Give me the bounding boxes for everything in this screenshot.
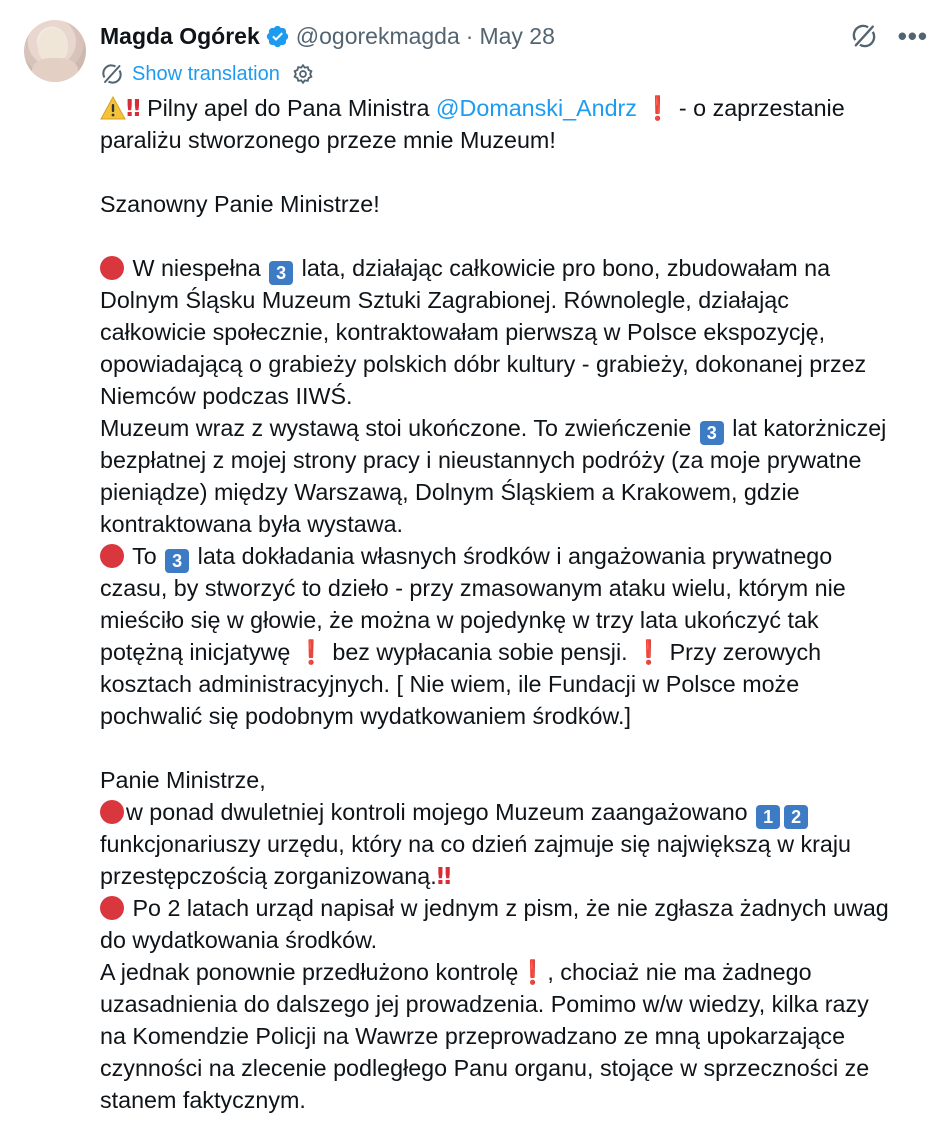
text-segment: przestępczością zorganizowaną.	[100, 863, 437, 889]
double-exclamation-icon: ‼	[126, 95, 141, 122]
tweet-line: czynności na zlecenie podległego Panu organu, stojące w sprzeczności ze	[100, 1055, 870, 1081]
double-exclamation-icon: ‼	[436, 863, 452, 890]
tweet-line: funkcjonariuszy urzędu, który na co dzień zajmuje się największą w kraju	[100, 831, 852, 857]
tweet-line	[100, 956, 940, 988]
tweet-line	[100, 92, 940, 124]
tweet-line: Szanowny Panie Ministrze!	[100, 191, 380, 217]
keycap-3-icon: 3	[165, 549, 189, 573]
show-translation-label[interactable]: Show translation	[132, 62, 280, 85]
text-segment: Pilny apel do Pana Ministra	[147, 95, 430, 121]
exclamation-icon: ❗	[634, 639, 664, 666]
tweet-line: kontraktowana była wystawa.	[100, 511, 404, 537]
tweet-date[interactable]: May 28	[479, 22, 555, 49]
tweet-line: całkowicie społecznie, kontraktowałam pierwszą w Polsce ekspozycję,	[100, 319, 826, 345]
text-segment: - o zaprzestanie	[678, 95, 845, 121]
red-circle-icon	[100, 896, 124, 920]
text-segment: lata dokładania własnych środków i angażowania prywatnego	[197, 543, 833, 569]
text-segment: lata, działając całkowicie pro bono, zbudowałam na	[301, 255, 831, 281]
tweet-line: na Komendzie Policji na Wawrze przeprowadzano ze mną upokarzające	[100, 1023, 846, 1049]
text-segment: A jednak ponownie przedłużono kontrolę	[100, 959, 519, 985]
keycap-2-icon: 2	[784, 805, 808, 829]
gear-icon[interactable]	[292, 63, 314, 85]
red-circle-icon	[100, 544, 124, 568]
tweet-line: pieniądze) między Warszawą, Dolnym Śląskiem a Krakowem, gdzie	[100, 479, 800, 505]
separator-dot: ·	[465, 22, 474, 49]
text-segment: Muzeum wraz z wystawą stoi ukończone. To zwieńczenie	[100, 415, 692, 441]
tweet-line: do wydatkowania środków.	[100, 927, 378, 953]
tweet-line	[100, 796, 940, 828]
translate-icon	[100, 62, 124, 86]
avatar-hair	[38, 28, 68, 62]
exclamation-icon: ❗	[518, 959, 548, 986]
more-icon[interactable]: •••	[897, 21, 928, 51]
tweet-line	[100, 412, 940, 444]
tweet-line: opowiadającą o grabieży polskich dóbr kultury - grabieży, dokonanej przez	[100, 351, 867, 377]
exclamation-icon: ❗	[643, 95, 673, 122]
text-segment: Po 2 latach urząd napisał w jednym z pism, że nie zgłasza żadnych uwag	[132, 895, 889, 921]
tweet-line	[100, 860, 940, 892]
text-segment: potężną inicjatywę	[100, 639, 291, 665]
tweet-line	[100, 540, 940, 572]
tweet-line: uzasadnienia do dalszego jej prowadzenia. Pomimo w/w wiedzy, kilka razy	[100, 991, 869, 1017]
verified-badge-icon[interactable]	[265, 24, 290, 49]
red-circle-icon	[100, 256, 124, 280]
keycap-3-icon: 3	[700, 421, 724, 445]
tweet-line: bezpłatnej z mojej strony pracy i nieustannych podróży (za moje prywatne	[100, 447, 862, 473]
show-translation[interactable]	[100, 60, 314, 88]
tweet-line: Niemców podczas IIWŚ.	[100, 383, 353, 409]
keycap-3-icon: 3	[269, 261, 293, 285]
tweet-line: stanem faktycznym.	[100, 1087, 306, 1113]
tweet-line: Panie Ministrze,	[100, 767, 266, 793]
tweet-line: pochwalić się podobnym wydatkowaniem środków.]	[100, 703, 631, 729]
tweet-line: Dolnym Śląsku Muzeum Sztuki Zagrabionej. Równolegle, działając	[100, 287, 789, 313]
tweet-line: paraliżu stworzonego przeze mnie Muzeum!	[100, 127, 556, 153]
grok-icon[interactable]	[850, 22, 878, 50]
author-handle[interactable]: @ogorekmagda	[295, 22, 460, 49]
text-segment: lat katorżniczej	[732, 415, 887, 441]
tweet-line	[100, 636, 940, 668]
tweet-line: mieściło się w głowie, że można w pojedynkę w trzy lata ukończyć tak	[100, 607, 819, 633]
avatar-figure	[32, 58, 78, 82]
warning-icon	[100, 96, 126, 120]
text-segment: Przy zerowych	[669, 639, 822, 665]
text-segment: To	[132, 543, 157, 569]
tweet-line: kosztach administracyjnych. [ Nie wiem, ile Fundacji w Polsce może	[100, 671, 800, 697]
exclamation-icon: ❗	[296, 639, 326, 666]
mention-link[interactable]: @Domanski_Andrz	[435, 95, 637, 121]
red-circle-icon	[100, 800, 124, 824]
tweet-text	[100, 92, 940, 1116]
tweet-actions-top	[850, 22, 928, 50]
author-name[interactable]: Magda Ogórek	[100, 22, 260, 49]
tweet-line	[100, 892, 940, 924]
text-segment: bez wypłacania sobie pensji.	[332, 639, 628, 665]
tweet-line	[100, 252, 940, 284]
text-segment: W niespełna	[132, 255, 261, 281]
text-segment: , chociaż nie ma żadnego	[547, 959, 812, 985]
tweet-header	[100, 20, 555, 52]
text-segment: w ponad dwuletniej kontroli mojego Muzeum zaangażowano	[126, 799, 748, 825]
tweet-line: czasu, by stworzyć to dzieło - przy zmasowanym ataku wielu, którym nie	[100, 575, 846, 601]
avatar[interactable]	[24, 20, 86, 82]
keycap-1-icon: 1	[756, 805, 780, 829]
